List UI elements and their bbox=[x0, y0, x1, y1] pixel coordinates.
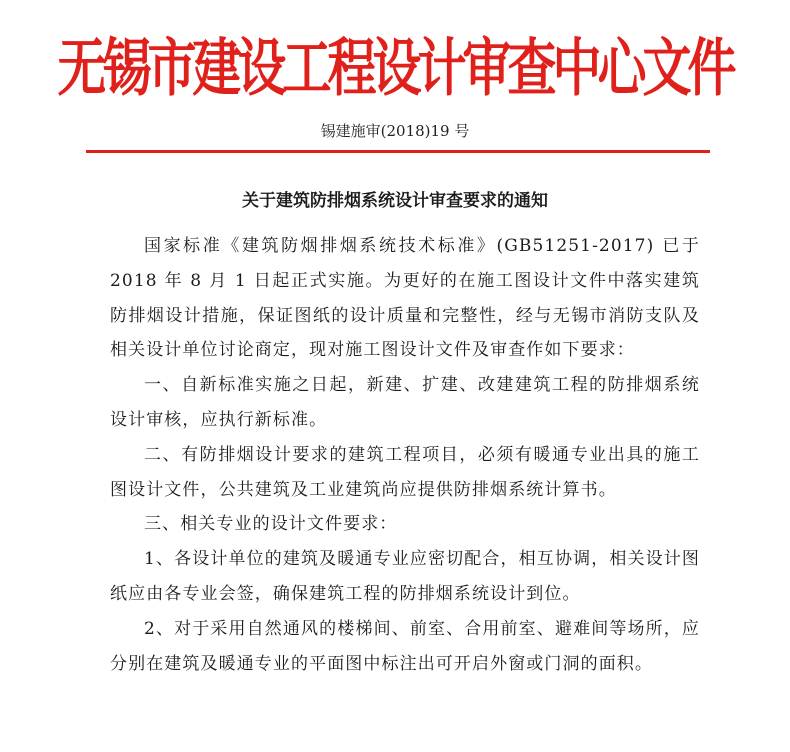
paragraph: 二、有防排烟设计要求的建筑工程项目，必须有暖通专业出具的施工图设计文件，公共建筑及工业建筑尚应提供防排烟系统计算书。 bbox=[110, 444, 700, 500]
paragraph: 2、对于采用自然通风的楼梯间、前室、合用前室、避难间等场所，应分别在建筑及暖通专业的平面图中标注出可开启外窗或门洞的面积。 bbox=[110, 618, 700, 674]
paragraph: 三、相关专业的设计文件要求： bbox=[144, 514, 398, 535]
notice-body bbox=[110, 229, 700, 681]
document-number: 锡建施审(2018)19 号 bbox=[320, 122, 470, 140]
paragraph: 国家标准《建筑防烟排烟系统技术标准》(GB51251-2017) 已于 2018 年 8 月 1 日起正式实施。为更好的在施工图设计文件中落实建筑防排烟设计措施，保证图纸的设计质量和完整性，经与无锡市消防支队及相关设计单位讨论商定，现对施工图设计文件及审查作如下要求： bbox=[110, 236, 700, 361]
document-header-title: 无锡市建设工程设计审查中心文件 bbox=[57, 32, 733, 106]
header-divider bbox=[86, 150, 710, 153]
paragraph: 一、自新标准实施之日起，新建、扩建、改建建筑工程的防排烟系统设计审核，应执行新标准。 bbox=[110, 375, 700, 430]
paragraph: 1、各设计单位的建筑及暖通专业应密切配合，相互协调，相关设计图纸应由各专业会签，确保建筑工程的防排烟系统设计到位。 bbox=[110, 549, 700, 604]
notice-title: 关于建筑防排烟系统设计审查要求的通知 bbox=[242, 191, 548, 211]
